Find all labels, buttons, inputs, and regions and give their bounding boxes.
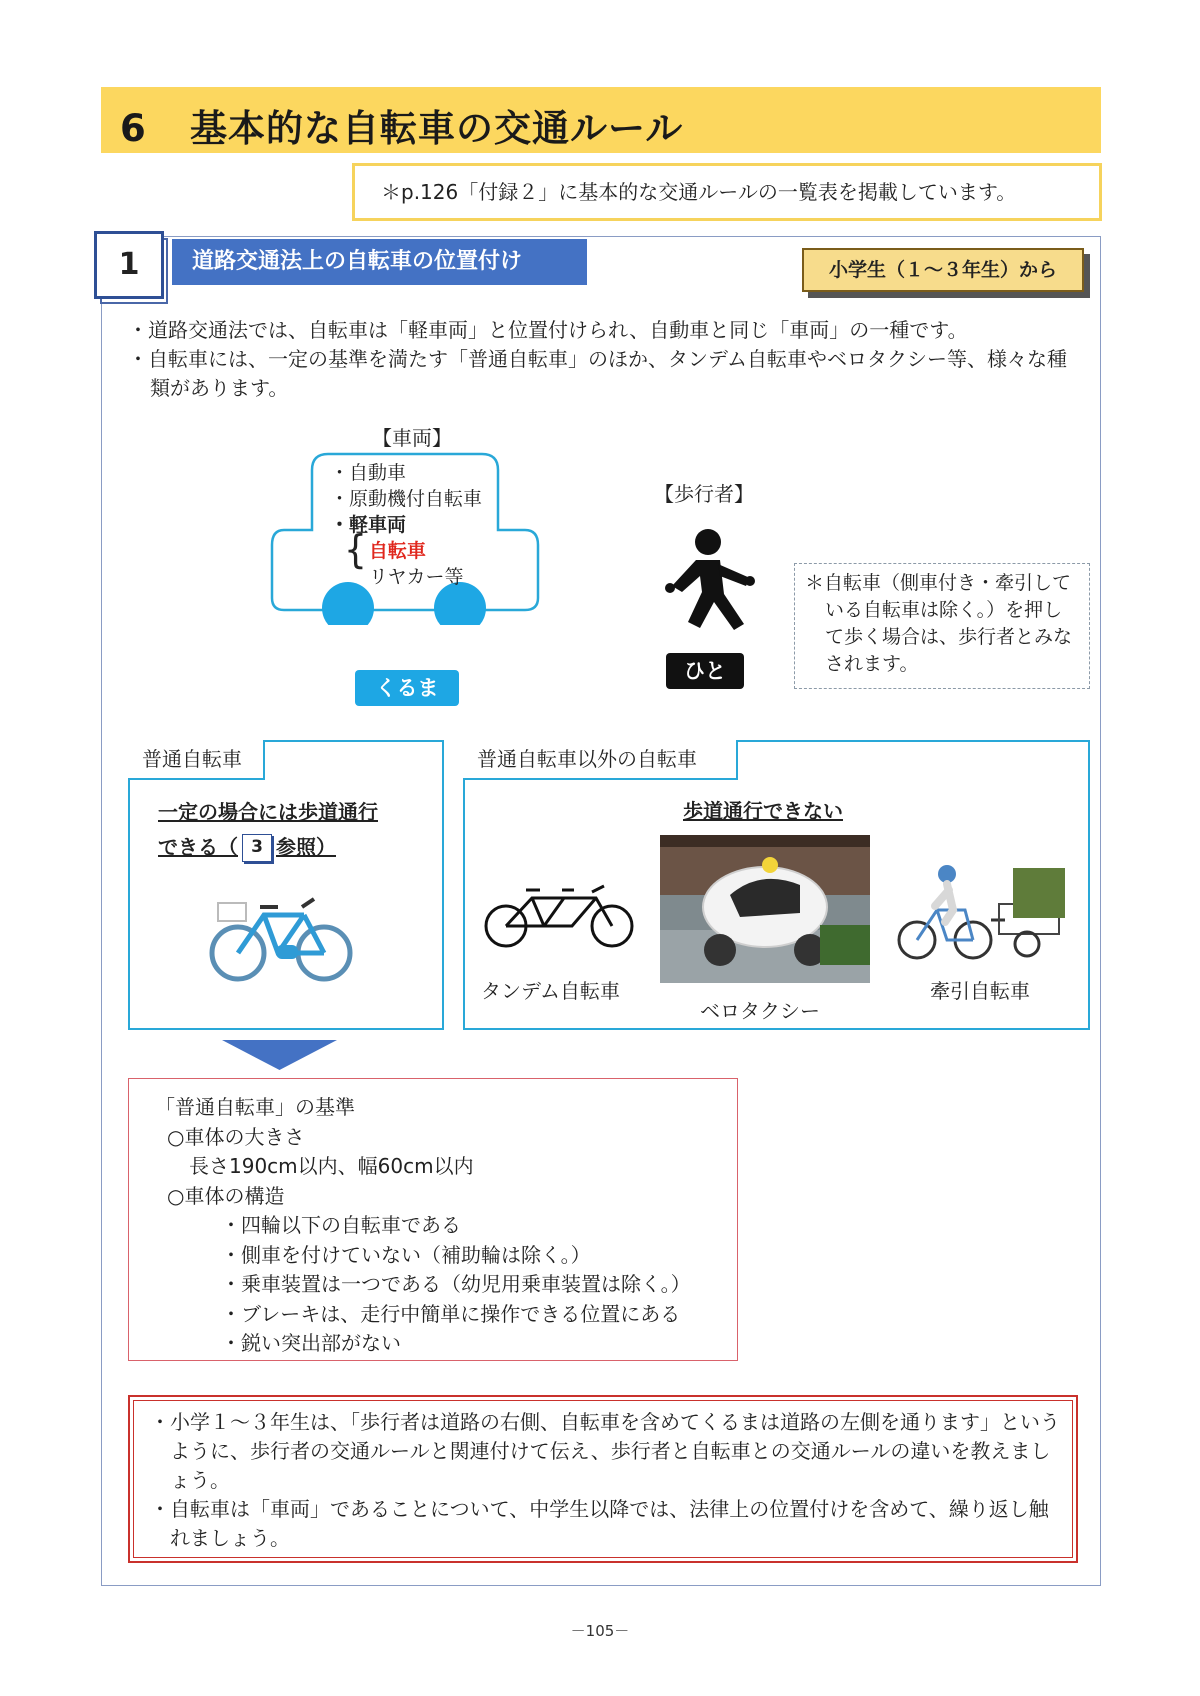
standards-title: 「普通自転車」の基準 (155, 1095, 355, 1119)
pedestrian-heading: 【歩行者】 (654, 482, 754, 506)
chapter-number: 6 (120, 107, 147, 150)
teacher-note-item: ・自転車は「車両」であることについて、中学生以降では、法律上の位置付けを含めて、繰り返し触れましょう。 (150, 1497, 1049, 1550)
other-bicycle-tab: 普通自転車以外の自転車 (463, 740, 738, 780)
pedestrian-note: ＊自転車（側車付き・牽引している自転車は除く。）を押して歩く場合は、歩行者とみなされます。 (794, 563, 1090, 689)
normal-bicycle-standards (128, 1078, 738, 1361)
intro-bullet: ・自転車には、一定の基準を満たす「普通自転車」のほか、タンデム自転車やベロタクシー等、様々な種類があります。 (128, 347, 1067, 400)
velotaxi-image (660, 835, 870, 983)
normal-bicycle-tab: 普通自転車 (128, 740, 265, 780)
standards-structure-item: ・側車を付けていない（補助輪は除く。） (221, 1242, 591, 1267)
vehicle-list (330, 460, 482, 590)
appendix-note: ＊p.126「付録２」に基本的な交通ルールの一覧表を掲載しています。 (352, 163, 1102, 221)
normal-rule-line2b: 参照） (276, 835, 336, 859)
caption-velotaxi: ベロタクシー (700, 999, 820, 1023)
standards-structure-item: ・ブレーキは、走行中簡単に操作できる位置にある (221, 1301, 681, 1326)
vehicle-item: ・自動車 (330, 462, 407, 484)
standards-structure-item: ・乗車装置は一つである（幼児用乗車装置は除く。） (221, 1272, 691, 1296)
normal-rule-line2a: できる（ (158, 835, 238, 859)
hito-label: ひと (666, 653, 744, 689)
teacher-note (133, 1400, 1073, 1558)
caption-traction: 牽引自転車 (930, 979, 1030, 1003)
standards-structure-heading: ○車体の構造 (167, 1183, 285, 1208)
velotaxi-photo (660, 835, 870, 983)
intro-text (128, 316, 1083, 403)
kuruma-label: くるま (355, 670, 459, 706)
normal-rule-line1: 一定の場合には歩道通行 (158, 800, 378, 824)
vehicle-item: ・原動機付自転車 (330, 488, 483, 510)
teacher-note-item: ・小学１～３年生は、「歩行者は道路の右側、自転車を含めてくるまは道路の左側を通ります」というように、歩行者の交通ルールと関連付けて伝え、歩行者と自転車との交通ルールの違いを教えましょう。 (150, 1410, 1060, 1492)
page-number: －105－ (570, 1622, 630, 1640)
section-number: 1 (94, 231, 164, 299)
section-title: 道路交通法上の自転車の位置付け (172, 239, 587, 285)
standards-size-value: 長さ190cm以内、幅60cm以内 (189, 1154, 474, 1178)
vehicle-sub-item: リヤカー等 (368, 566, 464, 588)
chapter-title (120, 98, 683, 152)
caption-tandem: タンデム自転車 (481, 979, 620, 1003)
normal-bicycle-rule (158, 795, 378, 865)
traction-bicycle-icon (895, 860, 1075, 970)
chapter-title-text: 基本的な自転車の交通ルール (190, 107, 684, 150)
vehicle-heading: 【車両】 (372, 426, 452, 450)
standards-size-heading: ○車体の大きさ (167, 1124, 305, 1149)
grade-badge: 小学生（１～３年生）から (802, 248, 1084, 292)
reference-badge: 3 (242, 834, 272, 862)
other-bicycle-rule: 歩道通行できない (683, 799, 843, 823)
brace-glyph: { (344, 527, 367, 573)
vehicle-item: ・軽車両 (330, 514, 407, 536)
down-arrow-icon (222, 1040, 337, 1070)
city-bicycle-icon (206, 885, 356, 985)
standards-structure-item: ・四輪以下の自転車である (221, 1213, 461, 1237)
tandem-bicycle-icon (484, 880, 634, 950)
pedestrian-icon (660, 528, 760, 638)
intro-bullet: ・道路交通法では、自転車は「軽車両」と位置付けられ、自動車と同じ「車両」の一種です。 (128, 318, 968, 342)
vehicle-sub-item-bicycle: 自転車 (368, 540, 426, 562)
standards-structure-item: ・鋭い突出部がない (221, 1331, 401, 1355)
